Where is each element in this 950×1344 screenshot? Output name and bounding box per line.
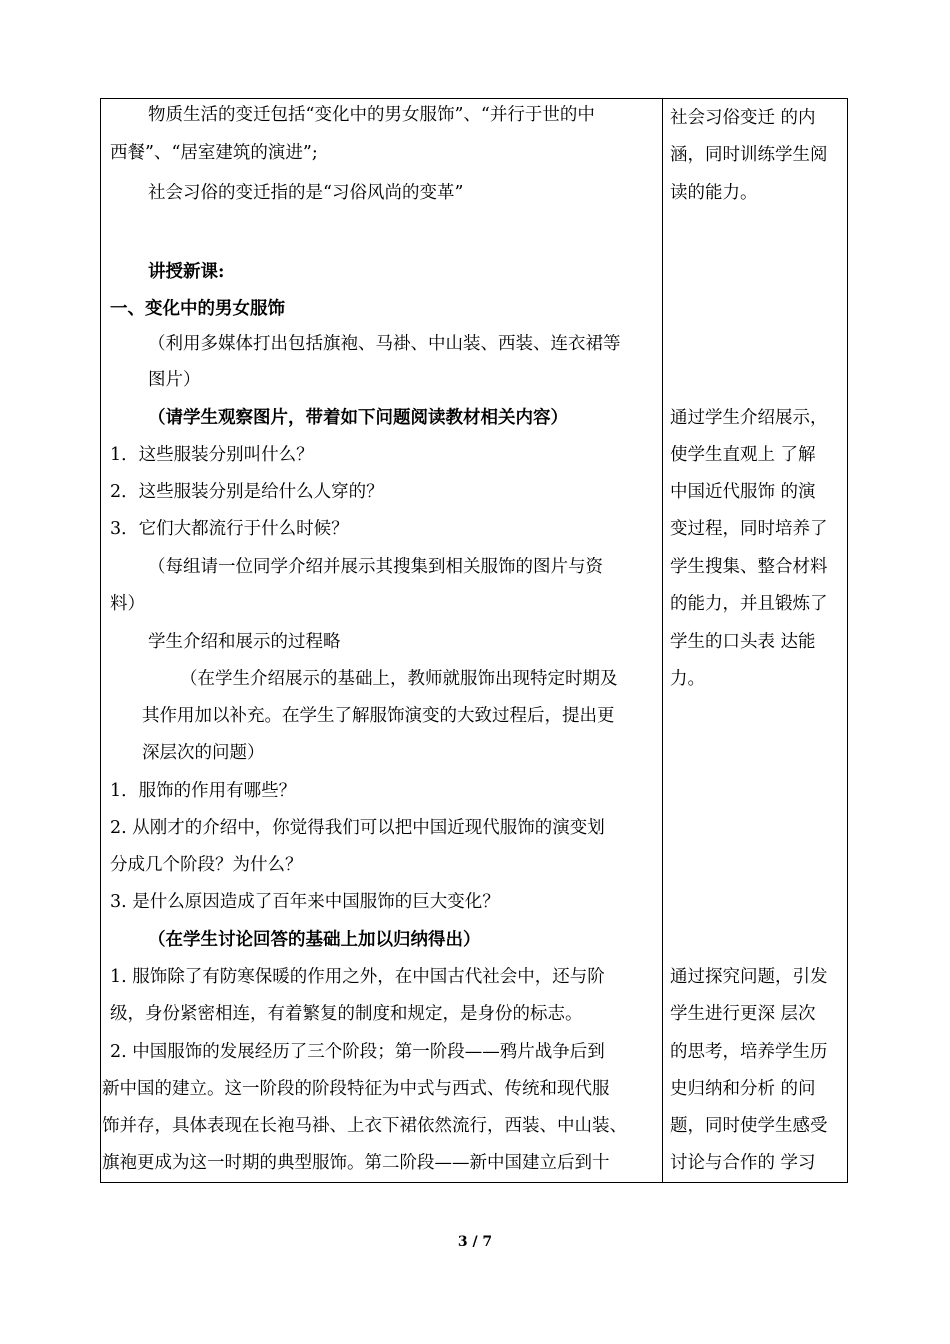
design-note-line: 力。 [670,669,705,689]
teacher-note: （在学生介绍展示的基础上，教师就服饰出现特定时期及 [180,669,618,689]
media-note: （利用多媒体打出包括旗袍、马褂、中山装、西装、连衣裙等 [148,334,621,354]
observe-instruction: （请学生观察图片，带着如下问题阅读教材相关内容） [148,408,568,428]
design-note-line: 涵，同时训练学生阅 [670,145,828,165]
question-item: 2．这些服装分别是给什么人穿的？ [110,482,384,502]
question-item: 1．这些服装分别叫什么？ [110,445,314,465]
design-note-line: 的思考，培养学生历 [670,1042,828,1062]
design-note-line: 史归纳和分析 的问 [670,1079,816,1099]
question-item: 分成几个阶段？为什么？ [110,855,303,875]
question-item: 1．服饰的作用有哪些？ [110,781,297,801]
page-number: 3 / 7 [457,1234,493,1250]
design-note-line: 中国近代服饰 的演 [670,482,816,502]
media-note: 图片） [148,370,201,390]
design-note-line: 学生的口头表 达能 [670,632,816,652]
design-note-line: 讨论与合作的 学习 [670,1153,816,1173]
group-note: 料） [110,594,145,614]
design-note-line: 社会习俗变迁 的内 [670,108,816,128]
intro-line: 西餐”、“居室建筑的演进”; [110,143,318,163]
design-note-line: 通过探究问题，引发 [670,967,828,987]
design-note-line: 使学生直观上 了解 [670,445,816,465]
answer-line: 饰并存，具体表现在长袍马褂、上衣下裙依然流行，西装、中山装、 [102,1116,627,1136]
answer-line: 新中国的建立。这一阶段的阶段特征为中式与西式、传统和现代服 [102,1079,610,1099]
design-note-line: 学生进行更深 层次 [670,1004,816,1024]
process-note: 学生介绍和展示的过程略 [148,632,341,652]
lecture-heading: 讲授新课: [148,262,225,282]
summary-instruction: （在学生讨论回答的基础上加以归纳得出） [148,930,481,950]
design-note-line: 读的能力。 [670,183,758,203]
teacher-note: 深层次的问题） [142,743,265,763]
intro-line: 物质生活的变迁包括“变化中的男女服饰”、“并行于世的中 [148,105,595,125]
design-note-line: 变过程，同时培养了 [670,519,828,539]
answer-line: 级，身份紧密相连，有着繁复的制度和规定，是身份的标志。 [110,1004,583,1024]
group-note: （每组请一位同学介绍并展示其搜集到相关服饰的图片与资 [148,557,603,577]
question-item: 3．它们大都流行于什么时候？ [110,519,349,539]
teacher-note: 其作用加以补充。在学生了解服饰演变的大致过程后，提出更 [142,706,615,726]
answer-line: 2. 中国服饰的发展经历了三个阶段；第一阶段——鸦片战争后到 [110,1042,605,1062]
design-note-line: 的能力，并且锻炼了 [670,594,828,614]
intro-line: 社会习俗的变迁指的是“习俗风尚的变革” [148,183,464,203]
question-item: 3. 是什么原因造成了百年来中国服饰的巨大变化？ [110,892,500,912]
answer-line: 旗袍更成为这一时期的典型服饰。第二阶段——新中国建立后到十 [102,1153,610,1173]
section-heading: 一、变化中的男女服饰 [110,299,285,319]
column-divider [662,98,663,1183]
question-item: 2. 从刚才的介绍中，你觉得我们可以把中国近现代服饰的演变划 [110,818,605,838]
answer-line: 1. 服饰除了有防寒保暖的作用之外，在中国古代社会中，还与阶 [110,967,605,987]
design-note-line: 学生搜集、整合材料 [670,557,828,577]
design-note-line: 通过学生介绍展示， [670,408,828,428]
design-note-line: 题，同时使学生感受 [670,1116,828,1136]
